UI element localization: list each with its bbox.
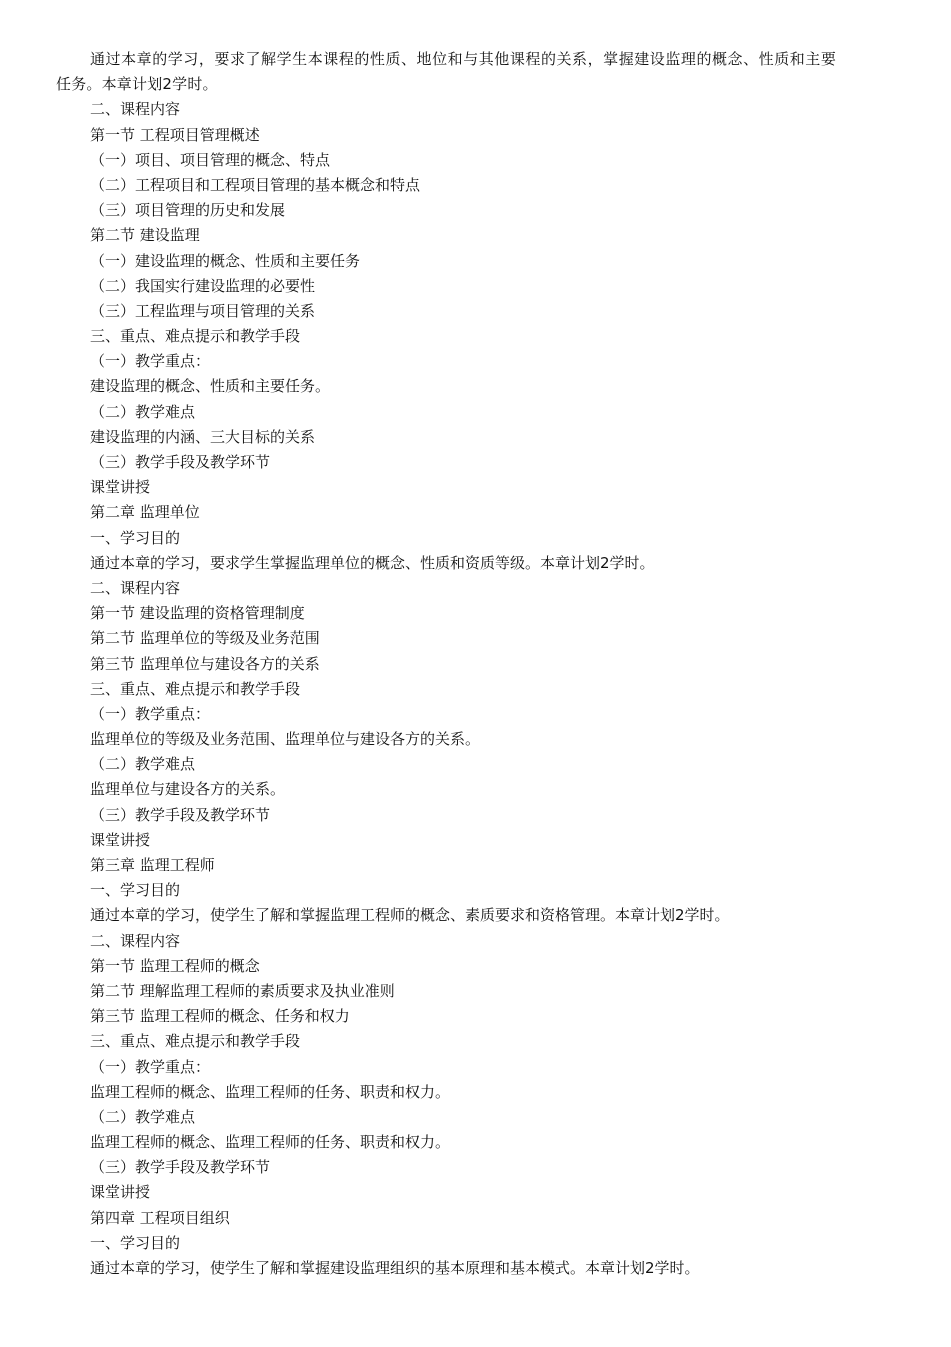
chapter-heading: 第二章 监理单位 bbox=[90, 503, 200, 522]
subsection-heading: 第二节 理解监理工程师的素质要求及执业准则 bbox=[90, 981, 395, 1000]
list-item: （二）教学难点 bbox=[90, 755, 196, 774]
list-item: （二）教学难点 bbox=[90, 402, 196, 421]
list-item: （一）建设监理的概念、性质和主要任务 bbox=[90, 251, 361, 270]
subsection-heading: 第二节 监理单位的等级及业务范围 bbox=[90, 629, 320, 648]
list-item: （二）教学难点 bbox=[90, 1107, 196, 1126]
text-line: 通过本章的学习，要求学生掌握监理单位的概念、性质和资质等级。本章计划2学时。 bbox=[90, 553, 655, 572]
text-line: 课堂讲授 bbox=[90, 478, 151, 497]
list-item: （三）项目管理的历史和发展 bbox=[90, 201, 286, 220]
text-line: 通过本章的学习，要求了解学生本课程的性质、地位和与其他课程的关系，掌握建设监理的概念、性质和主要 bbox=[90, 50, 837, 68]
subsection-heading: 第一节 监理工程师的概念 bbox=[90, 956, 260, 975]
text-line: 监理单位与建设各方的关系。 bbox=[90, 780, 286, 799]
section-heading: 三、重点、难点提示和教学手段 bbox=[90, 1032, 301, 1051]
chapter-heading: 第三章 监理工程师 bbox=[90, 856, 215, 874]
list-item: （一）项目、项目管理的概念、特点 bbox=[90, 150, 331, 169]
list-item: （三）工程监理与项目管理的关系 bbox=[90, 301, 316, 320]
text-line: 建设监理的内涵、三大目标的关系 bbox=[90, 427, 316, 446]
text-line: 监理单位的等级及业务范围、监理单位与建设各方的关系。 bbox=[90, 730, 481, 749]
subsection-heading: 第三节 监理单位与建设各方的关系 bbox=[90, 654, 320, 673]
section-heading: 一、学习目的 bbox=[90, 881, 181, 900]
chapter-heading: 第四章 工程项目组织 bbox=[90, 1208, 230, 1227]
section-heading: 二、课程内容 bbox=[90, 578, 181, 597]
subsection-heading: 第三节 监理工程师的概念、任务和权力 bbox=[90, 1007, 350, 1026]
text-line: 监理工程师的概念、监理工程师的任务、职责和权力。 bbox=[90, 1082, 451, 1101]
list-item: （一）教学重点： bbox=[90, 704, 211, 723]
text-line: 通过本章的学习，使学生了解和掌握监理工程师的概念、素质要求和资格管理。本章计划2学时。 bbox=[90, 906, 730, 925]
text-line: 监理工程师的概念、监理工程师的任务、职责和权力。 bbox=[90, 1133, 451, 1152]
list-item: （二）工程项目和工程项目管理的基本概念和特点 bbox=[90, 175, 421, 194]
section-heading: 二、课程内容 bbox=[90, 931, 181, 950]
section-heading: 二、课程内容 bbox=[90, 100, 181, 119]
section-heading: 一、学习目的 bbox=[90, 528, 181, 547]
list-item: （三）教学手段及教学环节 bbox=[90, 805, 271, 824]
section-heading: 三、重点、难点提示和教学手段 bbox=[90, 679, 301, 698]
section-heading: 一、学习目的 bbox=[90, 1233, 181, 1252]
subsection-heading: 第一节 建设监理的资格管理制度 bbox=[90, 604, 305, 623]
text-line: 建设监理的概念、性质和主要任务。 bbox=[90, 377, 331, 396]
text-line: 通过本章的学习，使学生了解和掌握建设监理组织的基本原理和基本模式。本章计划2学时。 bbox=[90, 1259, 700, 1277]
list-item: （一）教学重点： bbox=[90, 1057, 211, 1076]
section-heading: 三、重点、难点提示和教学手段 bbox=[90, 327, 301, 346]
text-line: 课堂讲授 bbox=[90, 830, 151, 849]
list-item: （二）我国实行建设监理的必要性 bbox=[90, 276, 316, 295]
list-item: （三）教学手段及教学环节 bbox=[90, 1158, 271, 1177]
subsection-heading: 第一节 工程项目管理概述 bbox=[90, 125, 260, 144]
subsection-heading: 第二节 建设监理 bbox=[90, 226, 200, 245]
list-item: （三）教学手段及教学环节 bbox=[90, 453, 271, 471]
list-item: （一）教学重点： bbox=[90, 352, 211, 371]
text-line: 任务。本章计划2学时。 bbox=[56, 75, 218, 94]
document-body bbox=[0, 47, 951, 1281]
text-line: 课堂讲授 bbox=[90, 1183, 151, 1202]
